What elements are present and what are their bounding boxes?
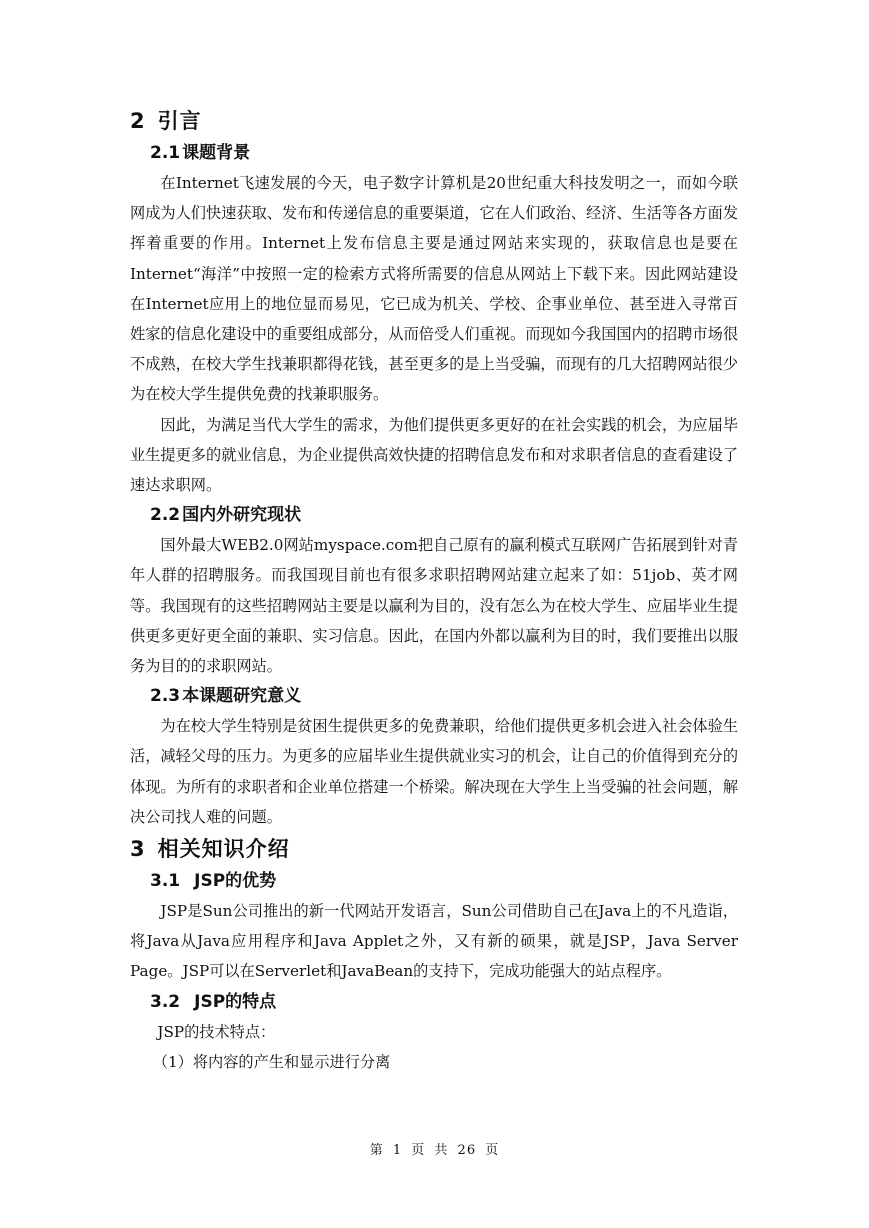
subsection-heading-3-1: 3.1 JSP的优势 <box>150 871 277 892</box>
list-item: （1）将内容的产生和显示进行分离 <box>152 1052 391 1071</box>
paragraph: JSP的技术特点： <box>157 1022 276 1041</box>
subsection-heading-2-2: 2.2 国内外研究现状 <box>150 505 302 526</box>
section-heading-3: 3 相关知识介绍 <box>130 837 290 862</box>
page-content <box>130 104 738 1077</box>
section-heading-2: 2 引言 <box>130 109 202 133</box>
paragraph: 在Internet飞速发展的今天，电子数字计算机是20世纪重大科技发明之一，而如今联网成为人们快速获取、发布和传递信息的重要渠道，它在人们政治、经济、生活等各方面发挥着重要的作用。Internet上发布信息主要是通过网站来实现的，获取信息也是要在Internet“海洋”中按照一定的检索方式将所需要的信息从网站上下载下来。因此网站建设在Internet应用上的地位显而易见，它已成为机关、学校、企事业单位、甚至进入寻常百姓家的信息化建设中的重要组成部分，从而倍受人们重视。而现如今我国国内的招聘市场很不成熟，在校大学生找兼职都得花钱，甚至更多的是上当受骗，而现有的几大招聘网站很少为在校大学生提供免费的找兼职服务。 <box>130 174 738 404</box>
page-footer: 第 1 页 共 26 页 <box>369 1143 500 1158</box>
paragraph: JSP是Sun公司推出的新一代网站开发语言，Sun公司借助自己在Java上的不凡造诣，将Java从Java应用程序和Java Applet之外，又有新的硕果，就是JSP，Java Server Page。JSP可以在Serverlet和JavaBean的支持下，完成功能强大的站点程序。 <box>130 902 738 981</box>
paragraph: 国外最大WEB2.0网站myspace.com把自己原有的赢利模式互联网广告拓展到针对青年人群的招聘服务。而我国现目前也有很多求职招聘网站建立起来了如：51job、英才网等。我国现有的这些招聘网站主要是以赢利为目的，没有怎么为在校大学生、应届毕业生提供更多更好更全面的兼职、实习信息。因此，在国内外都以赢利为目的时，我们要推出以服务为目的的求职网站。 <box>130 536 738 676</box>
subsection-heading-3-2: 3.2 JSP的特点 <box>150 991 277 1012</box>
subsection-heading-2-3: 2.3 本课题研究意义 <box>150 686 302 707</box>
subsection-heading-2-1: 2.1 课题背景 <box>150 143 251 163</box>
paragraph: 因此，为满足当代大学生的需求，为他们提供更多更好的在社会实践的机会，为应届毕业生提更多的就业信息，为企业提供高效快捷的招聘信息发布和对求职者信息的查看建设了速达求职网。 <box>130 415 738 495</box>
paragraph: 为在校大学生特别是贫困生提供更多的免费兼职，给他们提供更多机会进入社会体验生活，减轻父母的压力。为更多的应届毕业生提供就业实习的机会，让自己的价值得到充分的体现。为所有的求职者和企业单位搭建一个桥梁。解决现在大学生上当受骗的社会问题，解决公司找人难的问题。 <box>130 717 738 826</box>
